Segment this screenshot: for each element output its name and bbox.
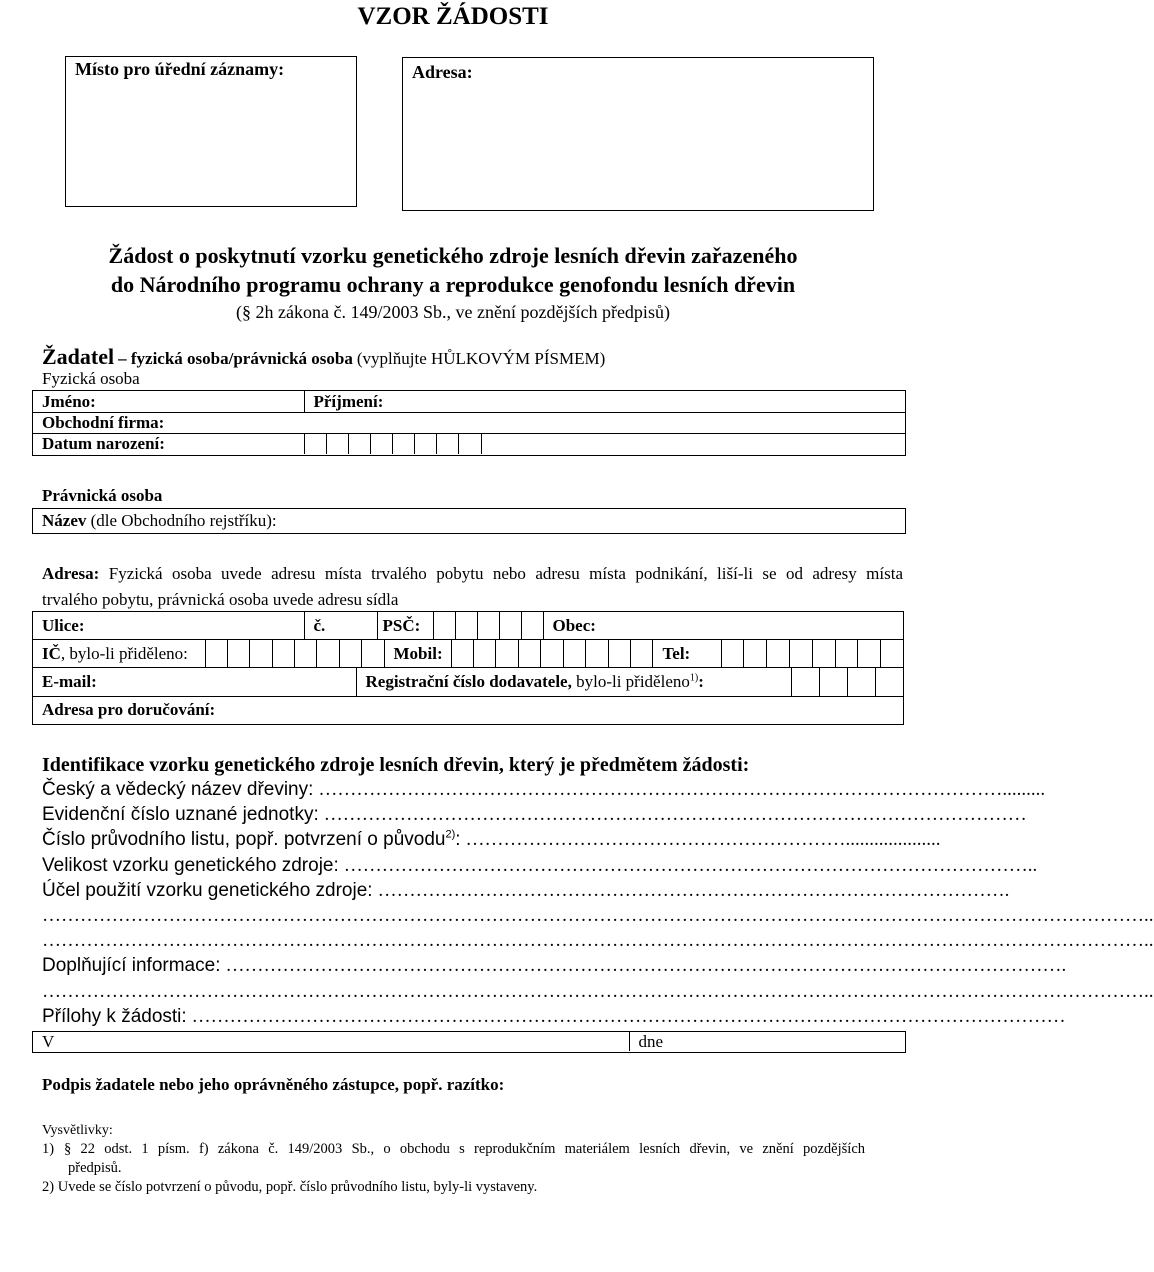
legal-person-name-label: Název <box>42 511 87 530</box>
company-id-digit-box <box>273 640 295 667</box>
address-instruction-line-2: trvalého pobytu, právnická osoba uvede adresu sídla <box>42 590 399 609</box>
dotted-fill: ………………………………………………………………………………………………………………………………………………………….. <box>42 904 1154 926</box>
delivery-address-row <box>33 696 903 723</box>
natural-person-table <box>32 390 906 456</box>
birth-date-digit-box <box>393 434 415 454</box>
first-name-field <box>33 391 305 412</box>
phone-digit-box <box>767 640 790 667</box>
house-number-label: č. <box>313 616 326 635</box>
delivery-address-label: Adresa pro doručování: <box>42 700 216 719</box>
explanatory-notes <box>42 1121 865 1197</box>
note-2-text: Uvede se číslo potvrzení o původu, popř. číslo průvodního listu, byly-li vystaveny. <box>57 1179 538 1195</box>
postal-code-digit-boxes <box>434 612 544 639</box>
place-date-row <box>33 1032 905 1051</box>
company-id-digit-box <box>206 640 228 667</box>
place-label: V <box>42 1032 55 1051</box>
company-id-label: IČ <box>42 644 61 663</box>
species-name-line <box>42 777 1046 802</box>
legal-person-name-box <box>32 508 906 534</box>
mobile-digit-box <box>496 640 518 667</box>
sample-size-label: Velikost vzorku genetického zdroje: <box>42 854 339 876</box>
company-id-digit-box <box>228 640 250 667</box>
birth-date-digit-box <box>327 434 349 454</box>
additional-info-continuation-line <box>42 979 1154 1004</box>
document-title: VZOR ŽÁDOSTI <box>357 3 549 30</box>
certificate-number-line <box>42 827 941 852</box>
supplier-registration-box <box>820 668 848 696</box>
date-field <box>630 1032 906 1051</box>
email-row <box>33 667 903 696</box>
identification-lines <box>42 777 1154 1029</box>
birth-date-digit-box <box>415 434 437 454</box>
certificate-number-footnote: 2) <box>445 829 456 842</box>
official-records-box <box>65 56 357 207</box>
postal-code-digit-box <box>478 612 500 639</box>
identification-title: Identifikace vzorku genetického zdroje lesních dřevin, který je předmětem žádosti: <box>42 754 750 776</box>
municipality-field <box>544 612 904 639</box>
certificate-number-label: Číslo průvodního listu, popř. potvrzení o původu$^{2)}$: <box>42 829 461 851</box>
sample-purpose-continuation-line <box>42 928 1154 953</box>
additional-info-label: Doplňující informace: <box>42 955 221 977</box>
mobile-field <box>385 640 452 667</box>
company-id-digit-box <box>250 640 272 667</box>
postal-code-digit-box <box>522 612 544 639</box>
mobile-label: Mobil: <box>393 644 443 663</box>
legal-person-label: Právnická osoba <box>42 486 163 505</box>
heading-line-2: do Národního programu ochrany a reprodukce genofondu lesních dřevin <box>110 272 796 297</box>
sample-size-line <box>42 853 1038 878</box>
unit-registration-number-line <box>42 802 1027 827</box>
mobile-digit-box <box>452 640 474 667</box>
house-number-field <box>305 612 378 639</box>
supplier-registration-label: Registrační číslo dodavatele, <box>365 672 572 691</box>
attachments-line <box>42 1004 1066 1029</box>
address-box-label: Adresa: <box>412 62 473 82</box>
birth-date-field <box>33 434 305 454</box>
postal-code-label: PSČ: <box>382 616 421 635</box>
sample-purpose-continuation-line <box>42 903 1154 928</box>
natural-person-label: Fyzická osoba <box>42 369 140 388</box>
address-instruction-text-1: Fyzická osoba uvede adresu místa trvalého pobytu nebo adresu místa podnikání, liší-li se od adresy místa <box>108 564 903 583</box>
birth-date-row <box>33 433 905 454</box>
note-item-1 <box>42 1140 865 1159</box>
heading-line-1: Žádost o poskytnutí vzorku genetického zdroje lesních dřevin zařazeného <box>108 243 798 268</box>
mobile-digit-box <box>541 640 563 667</box>
mobile-digit-box <box>609 640 631 667</box>
dotted-fill: ………………………………………………………………………………………. <box>377 879 1010 901</box>
company-id-digit-box <box>340 640 362 667</box>
birth-date-digit-boxes <box>305 434 482 454</box>
phone-digit-box <box>836 640 859 667</box>
note-1-line-2: předpisů. <box>68 1160 122 1176</box>
email-label: E-mail: <box>42 672 97 691</box>
legal-person-name-hint: (dle Obchodního rejstříku): <box>90 511 277 530</box>
address-instruction-label: Adresa: <box>42 564 100 583</box>
official-records-label: Místo pro úřední záznamy: <box>75 59 285 79</box>
street-label: Ulice: <box>42 616 85 635</box>
applicant-instruction: (vyplňujte HŮLKOVÝM PÍSMEM) <box>356 349 606 368</box>
mobile-digit-boxes <box>452 640 654 667</box>
dotted-fill: ………………………………………………………………………………………………......... <box>318 779 1046 800</box>
contact-row <box>33 639 903 667</box>
company-id-field <box>33 640 206 667</box>
supplier-registration-hint: bylo-li přiděleno <box>571 672 690 691</box>
business-name-label: Obchodní firma: <box>42 413 165 432</box>
supplier-registration-boxes <box>792 668 904 696</box>
legal-person-name-row <box>33 509 905 532</box>
birth-date-label: Datum narození: <box>42 434 165 453</box>
dotted-fill: ………………………………………………………………………………………………………………………………………………………….. <box>42 930 1154 952</box>
postal-code-digit-box <box>456 612 478 639</box>
applicant-title: Žadatel <box>42 344 115 369</box>
phone-digit-box <box>858 640 881 667</box>
date-label: dne <box>638 1032 664 1051</box>
additional-info-line <box>42 953 1067 978</box>
surname-field <box>305 391 906 412</box>
unit-registration-number-label: Evidenční číslo uznané jednotky: <box>42 804 319 826</box>
phone-digit-boxes <box>722 640 904 667</box>
postal-code-field <box>378 612 434 639</box>
phone-field <box>654 640 722 667</box>
municipality-label: Obec: <box>552 616 596 635</box>
mobile-digit-box <box>519 640 541 667</box>
business-name-field <box>33 413 905 433</box>
street-row <box>33 612 903 639</box>
place-date-box <box>32 1031 906 1053</box>
phone-digit-box <box>722 640 745 667</box>
note-1-line-1: § 22 odst. 1 písm. f) zákona č. 149/2003 Sb., o obchodu s reprodukčním materiálem lesních dřevin, ve znění pozdějších <box>64 1141 865 1157</box>
mobile-digit-box <box>586 640 608 667</box>
supplier-registration-colon: : <box>698 672 704 691</box>
supplier-registration-field <box>357 668 792 696</box>
birth-date-digit-box <box>305 434 327 454</box>
mobile-digit-box <box>474 640 496 667</box>
company-id-digit-boxes <box>206 640 385 667</box>
address-instruction-line-1 <box>42 561 903 587</box>
species-name-label: Český a vědecký název dřeviny: <box>42 779 314 800</box>
applicant-type: – fyzická osoba/právnická osoba <box>118 349 353 368</box>
company-id-digit-box <box>317 640 339 667</box>
phone-digit-box <box>790 640 813 667</box>
supplier-registration-box <box>876 668 903 696</box>
sample-purpose-label: Účel použití vzorku genetického zdroje: <box>42 879 373 901</box>
dotted-fill: …………………………………………………….................... <box>465 829 941 851</box>
dotted-fill: ………………………………………………………………………………………………………………………………………………………….. <box>42 980 1154 1002</box>
company-id-digit-box <box>362 640 384 667</box>
first-name-label: Jméno: <box>42 392 96 411</box>
note-marker: 2) <box>42 1179 55 1195</box>
supplier-registration-footnote: 1) <box>689 672 699 684</box>
note-marker: 1) <box>42 1141 55 1157</box>
address-table <box>32 611 904 725</box>
birth-date-digit-box <box>371 434 393 454</box>
mobile-digit-box <box>564 640 586 667</box>
address-box <box>402 57 874 211</box>
birth-date-digit-box <box>349 434 371 454</box>
street-field <box>33 612 305 639</box>
address-instruction <box>42 561 903 613</box>
dotted-fill: ……………………………………………………………………………………………………………………. <box>225 955 1067 977</box>
heading-legal-basis: (§ 2h zákona č. 149/2003 Sb., ve znění pozdějších předpisů) <box>236 302 670 322</box>
postal-code-digit-box <box>434 612 456 639</box>
delivery-address-field <box>33 697 903 723</box>
email-field <box>33 668 357 696</box>
phone-label: Tel: <box>662 644 691 663</box>
company-id-digit-box <box>295 640 317 667</box>
notes-title: Vysvětlivky: <box>42 1123 113 1138</box>
phone-digit-box <box>813 640 836 667</box>
dotted-fill: ………………………………………………………………………………………………………………………… <box>191 1005 1066 1027</box>
legal-person-name-field <box>33 509 905 532</box>
company-id-hint: , bylo-li přiděleno: <box>60 644 188 663</box>
note-item-2 <box>42 1178 865 1197</box>
place-field <box>33 1032 630 1051</box>
postal-code-digit-box <box>500 612 522 639</box>
mobile-digit-box <box>631 640 653 667</box>
birth-date-digit-box <box>437 434 459 454</box>
surname-label: Příjmení: <box>313 392 384 411</box>
birth-date-digit-box <box>459 434 481 454</box>
name-row <box>33 391 905 412</box>
dotted-fill: ………………………………………………………………………………………………… <box>323 804 1027 826</box>
supplier-registration-box <box>792 668 820 696</box>
business-name-row <box>33 412 905 433</box>
signature-label: Podpis žadatele nebo jeho oprávněného zástupce, popř. razítko: <box>42 1075 505 1094</box>
supplier-registration-box <box>848 668 876 696</box>
phone-digit-box <box>744 640 767 667</box>
birth-date-row-spacer <box>482 434 906 454</box>
request-heading <box>0 241 906 325</box>
phone-digit-box <box>881 640 903 667</box>
attachments-label: Přílohy k žádosti: <box>42 1005 187 1027</box>
dotted-fill: ……………………………………………………………………………………………….. <box>343 854 1038 876</box>
sample-purpose-line <box>42 878 1010 903</box>
